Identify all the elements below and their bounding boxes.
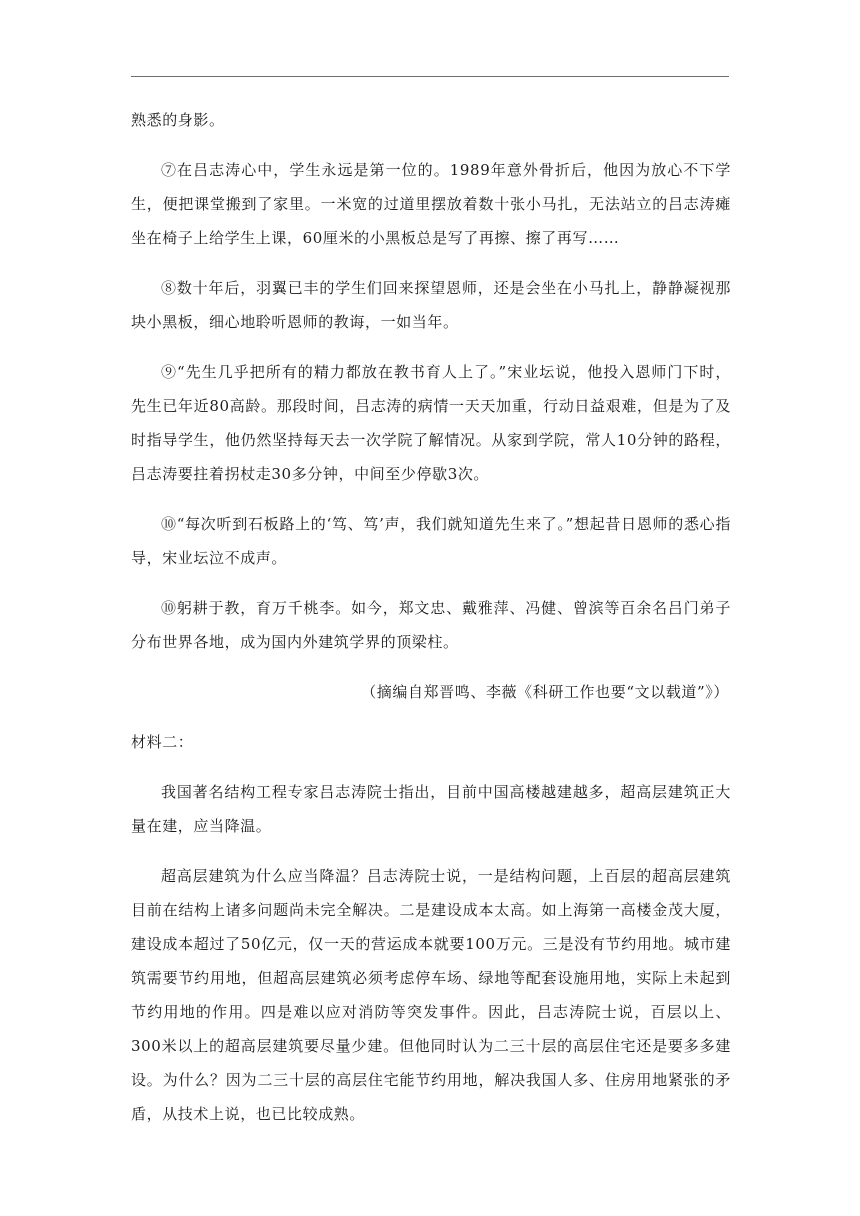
material-2-paragraph-2: 超高层建筑为什么应当降温？吕志涛院士说，一是结构问题，上百层的超高层建筑目前在结构上诸多问题尚未完全解决。二是建设成本太高。如上海第一高楼金茂大厦，建设成本超过了50亿元，仅一天的营运成本就要100万元。三是没有节约用地。城市建筑需要节约用地，但超高层建筑必须考虑停车场、绿地等配套设施用地，实际上未起到节约用地的作用。四是难以应对消防等突发事件。因此，吕志涛院士说，百层以上、300米以上的超高层建筑要尽量少建。但他同时认为二三十层的高层住宅还是要多多建设。为什么？因为二三十层的高层住宅能节约用地，解决我国人多、住房用地紧张的矛盾，从技术上说，也已比较成熟。 [131, 867, 731, 1123]
paragraph-10: ⑩“每次听到石板路上的‘笃、笃’声，我们就知道先生来了。”想起昔日恩师的悉心指导，宋业坛泣不成声。 [131, 515, 731, 567]
material-2-paragraph-1: 我国著名结构工程专家吕志涛院士指出，目前中国高楼越建越多，超高层建筑正大量在建，应当降温。 [131, 783, 731, 835]
section-heading-material-2: 材料二： [131, 733, 194, 751]
source-citation: （摘编自郑晋鸣、李薇《科研工作也要“文以载道”》） [361, 683, 729, 701]
paragraph-11: ⑩躬耕于教，育万千桃李。如今，郑文忠、戴雅萍、冯健、曾滨等百余名吕门弟子分布世界各地，成为国内外建筑学界的顶梁柱。 [131, 599, 731, 651]
paragraph-9: ⑨“先生几乎把所有的精力都放在教书育人上了。”宋业坛说，他投入恩师门下时，先生已年近80高龄。那段时间，吕志涛的病情一天天加重，行动日益艰难，但是为了及时指导学生，他仍然坚持每天去一次学院了解情况。从家到学院，常人10分钟的路程，吕志涛要拄着拐杖走30多分钟，中间至少停歇3次。 [131, 363, 731, 483]
document-body [131, 103, 731, 1147]
header-rule [131, 76, 729, 77]
paragraph-7: ⑦在吕志涛心中，学生永远是第一位的。1989年意外骨折后，他因为放心不下学生，便把课堂搬到了家里。一米宽的过道里摆放着数十张小马扎，无法站立的吕志涛瘫坐在椅子上给学生上课，60厘米的小黑板总是写了再擦、擦了再写…… [131, 161, 731, 247]
paragraph-continuation: 熟悉的身影。 [131, 111, 225, 129]
paragraph-8: ⑧数十年后，羽翼已丰的学生们回来探望恩师，还是会坐在小马扎上，静静凝视那块小黑板，细心地聆听恩师的教诲，一如当年。 [131, 279, 731, 331]
